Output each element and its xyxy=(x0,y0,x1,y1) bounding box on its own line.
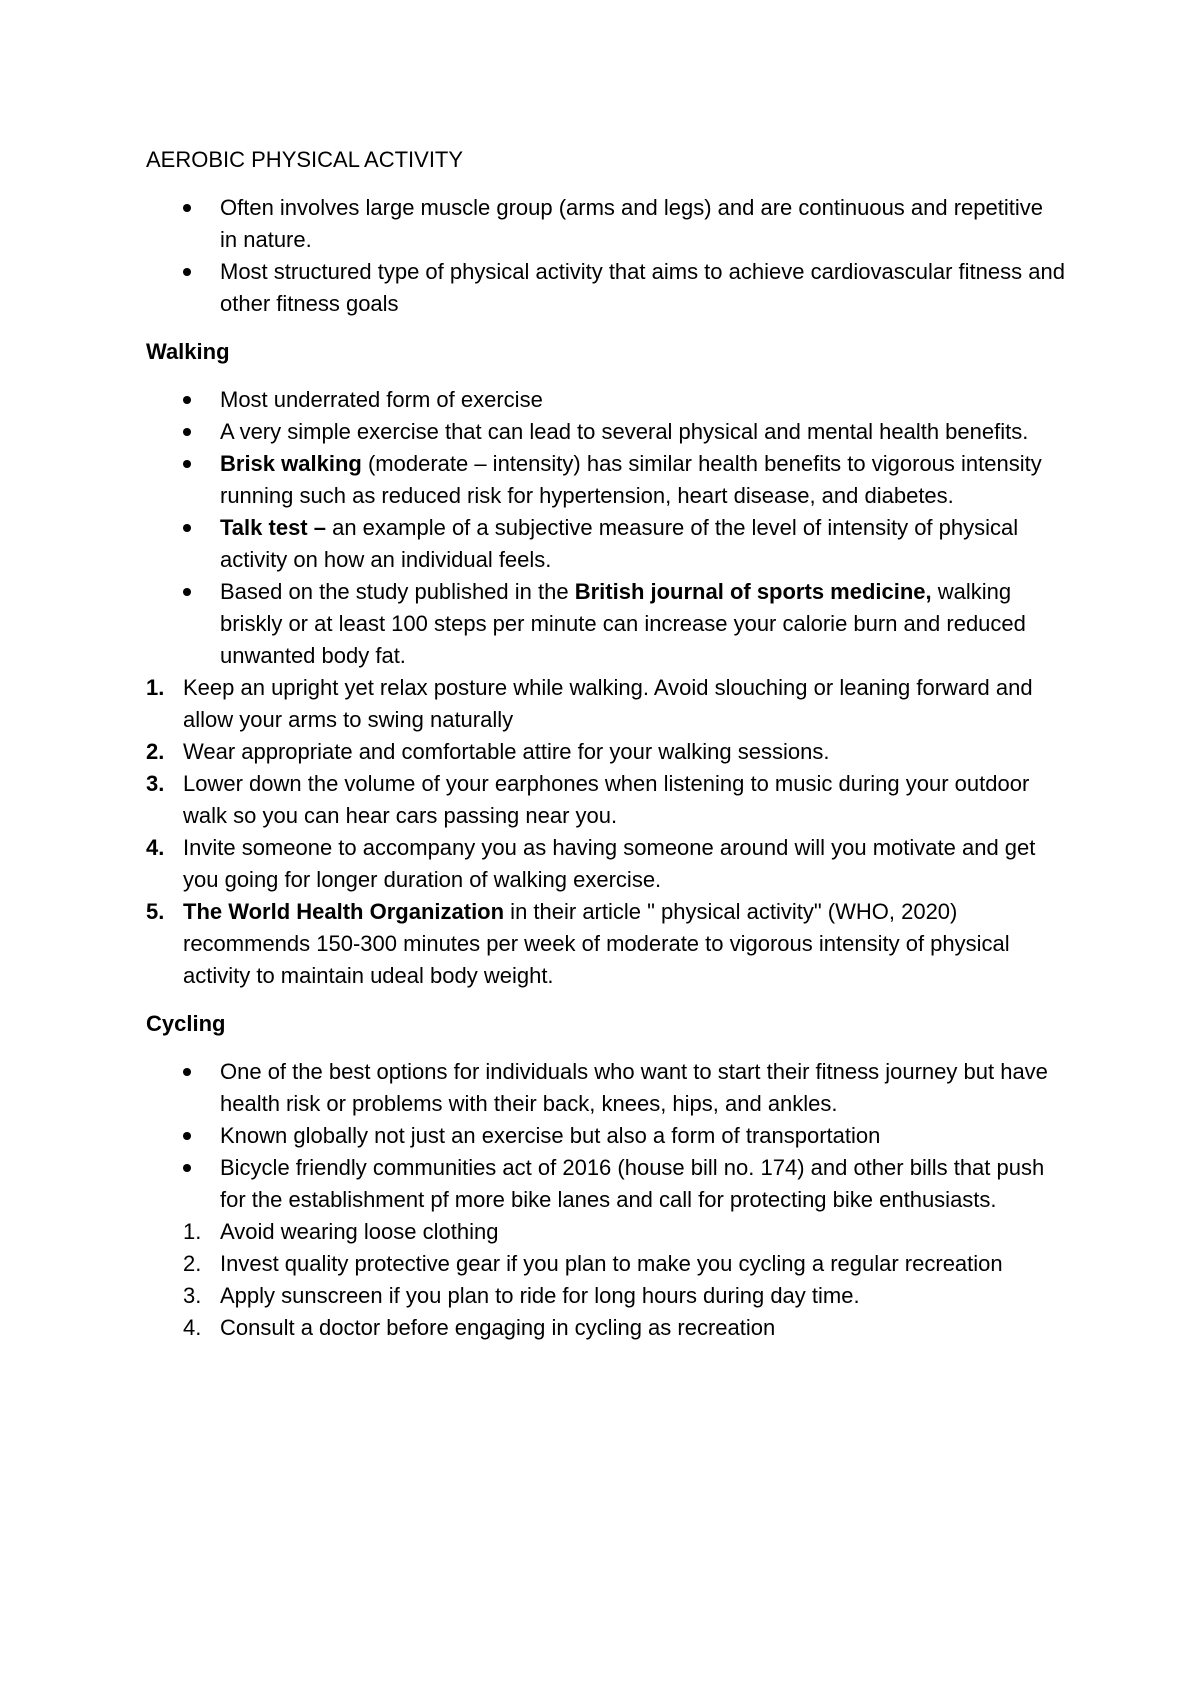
list-item-text: Invite someone to accompany you as having someone around will you motivate and get you going for longer duration of walking exercise. xyxy=(183,835,1036,892)
list-item xyxy=(146,1056,1066,1120)
list-item-text: Wear appropriate and comfortable attire for your walking sessions. xyxy=(183,739,830,764)
list-item-text: Bicycle friendly communities act of 2016 (house bill no. 174) and other bills that push for the establishment pf more bike lanes and call for protecting bike enthusiasts. xyxy=(220,1155,1045,1212)
document-page xyxy=(146,144,1066,1344)
list-item-text: an example of a subjective measure of the level of intensity of physical activity on how an individual feels. xyxy=(220,515,1019,572)
bullet-icon xyxy=(183,460,191,468)
list-item xyxy=(146,768,1066,832)
list-number: 2. xyxy=(183,1251,202,1276)
list-item-text: Apply sunscreen if you plan to ride for long hours during day time. xyxy=(220,1283,860,1308)
bullet-icon xyxy=(183,428,191,436)
list-item xyxy=(146,896,1066,992)
bullet-icon xyxy=(183,1164,191,1172)
list-item xyxy=(146,416,1066,448)
list-item-text: Avoid wearing loose clothing xyxy=(220,1219,499,1244)
list-item-text: A very simple exercise that can lead to several physical and mental health benefits. xyxy=(220,419,1029,444)
list-item xyxy=(146,1152,1066,1216)
term-brisk-walking: Brisk walking xyxy=(220,451,362,476)
list-number: 4. xyxy=(146,835,165,860)
list-number: 5. xyxy=(146,899,165,924)
list-item xyxy=(146,448,1066,512)
list-item-text: One of the best options for individuals who want to start their fitness journey but have health risk or problems with their back, knees, hips, and ankles. xyxy=(220,1059,1048,1116)
cycling-tips-list xyxy=(146,1216,1066,1344)
list-item-text: Consult a doctor before engaging in cycling as recreation xyxy=(220,1315,776,1340)
bullet-icon xyxy=(183,268,191,276)
bullet-icon xyxy=(183,396,191,404)
bullet-icon xyxy=(183,1068,191,1076)
list-number: 2. xyxy=(146,739,165,764)
list-item xyxy=(146,832,1066,896)
bullet-icon xyxy=(183,204,191,212)
list-item xyxy=(146,1120,1066,1152)
term-british-journal: British journal of sports medicine, xyxy=(574,579,932,604)
cycling-bullet-list xyxy=(146,1056,1066,1216)
list-item-text: Often involves large muscle group (arms and legs) and are continuous and repetitive in nature. xyxy=(220,195,1044,252)
list-item xyxy=(146,736,1066,768)
list-item-text: Most underrated form of exercise xyxy=(220,387,543,412)
list-item xyxy=(146,672,1066,736)
term-talk-test: Talk test – xyxy=(220,515,326,540)
cycling-heading: Cycling xyxy=(146,1011,226,1036)
list-item-text: Most structured type of physical activity that aims to achieve cardiovascular fitness and other fitness goals xyxy=(220,259,1065,316)
list-item xyxy=(146,384,1066,416)
bullet-icon xyxy=(183,524,191,532)
list-item xyxy=(146,1312,1066,1344)
intro-bullet-list xyxy=(146,192,1066,320)
list-item xyxy=(146,192,1066,256)
spacer xyxy=(146,992,1066,1008)
list-number: 1. xyxy=(146,675,165,700)
list-item-text: Keep an upright yet relax posture while walking. Avoid slouching or leaning forward and allow your arms to swing naturally xyxy=(183,675,1033,732)
list-item xyxy=(146,256,1066,320)
list-item-text: Lower down the volume of your earphones when listening to music during your outdoor walk so you can hear cars passing near you. xyxy=(183,771,1030,828)
walking-tips-list xyxy=(146,672,1066,992)
walking-bullet-list xyxy=(146,384,1066,672)
list-item xyxy=(146,1216,1066,1248)
list-item-text: in their article " physical activity" (WHO, 2020) recommends 150-300 minutes per week of moderate to vigorous intensity of physical activity to maintain udeal body weight. xyxy=(183,899,1010,988)
list-number: 3. xyxy=(183,1283,202,1308)
list-item-text: Based on the study published in the xyxy=(220,579,575,604)
list-number: 4. xyxy=(183,1315,202,1340)
list-item-text: Known globally not just an exercise but also a form of transportation xyxy=(220,1123,881,1148)
list-item-text: Invest quality protective gear if you plan to make you cycling a regular recreation xyxy=(220,1251,1003,1276)
walking-heading: Walking xyxy=(146,339,230,364)
document-title: AEROBIC PHYSICAL ACTIVITY xyxy=(146,147,464,172)
term-who: The World Health Organization xyxy=(183,899,505,924)
list-item xyxy=(146,576,1066,672)
list-item xyxy=(146,1248,1066,1280)
list-number: 1. xyxy=(183,1219,202,1244)
list-item-text: (moderate – intensity) has similar health benefits to vigorous intensity running such as reduced risk for hypertension, heart disease, and diabetes. xyxy=(220,451,1042,508)
list-item-text: walking briskly or at least 100 steps per minute can increase your calorie burn and reduced unwanted body fat. xyxy=(220,579,1026,668)
list-item xyxy=(146,512,1066,576)
bullet-icon xyxy=(183,588,191,596)
spacer xyxy=(146,320,1066,336)
list-item xyxy=(146,1280,1066,1312)
list-number: 3. xyxy=(146,771,165,796)
bullet-icon xyxy=(183,1132,191,1140)
